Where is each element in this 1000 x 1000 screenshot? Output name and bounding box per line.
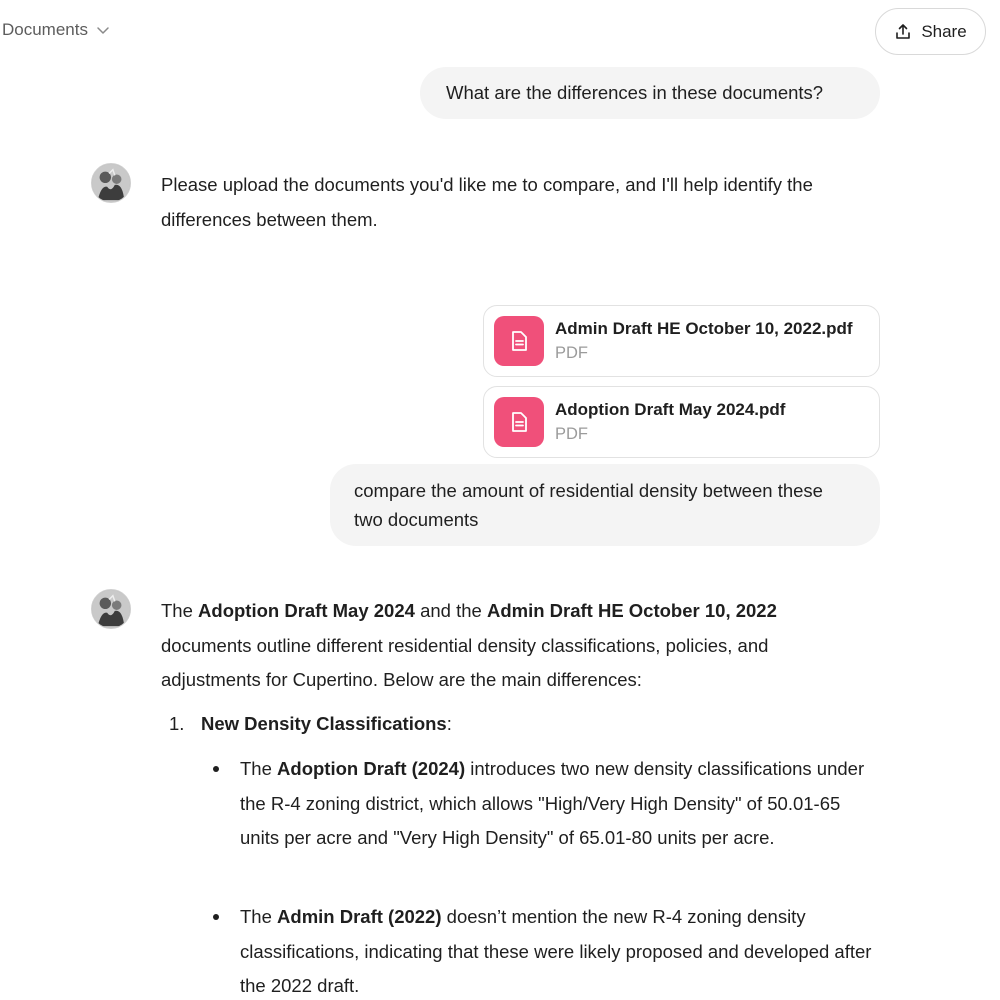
avatar-image [92, 590, 130, 628]
file-icon-tile [494, 397, 544, 447]
user-message [330, 464, 880, 546]
text-run: The [240, 906, 278, 927]
file-type: PDF [555, 425, 588, 443]
text-run: The [161, 600, 199, 621]
document-icon [507, 329, 531, 353]
text-run: doesn’t mention the new R-4 zoning density classifications, indicating that these were likely proposed and developed after the 2022 draft. [240, 906, 872, 996]
user-message [420, 67, 880, 119]
bold-run: Adoption Draft (2024) [277, 758, 466, 779]
chevron-down-icon [96, 23, 110, 37]
user-message-text: What are the differences in these documents? [446, 82, 824, 103]
bullet-item [240, 752, 880, 856]
assistant-message [161, 594, 871, 698]
bold-run: Admin Draft HE October 10, 2022 [486, 600, 777, 621]
file-icon-tile [494, 316, 544, 366]
share-button[interactable] [875, 8, 986, 55]
file-attachment-card[interactable] [483, 305, 880, 377]
ordered-list-item [161, 707, 452, 742]
bullet-dot [213, 766, 219, 772]
assistant-message [161, 168, 891, 237]
bold-run: Adoption Draft May 2024 [198, 600, 415, 621]
share-label: Share [921, 21, 967, 41]
avatar-image [92, 164, 130, 202]
user-message-text: compare the amount of residential density between these two documents [354, 480, 823, 530]
assistant-avatar [91, 163, 131, 203]
document-icon [507, 410, 531, 434]
file-attachment-card[interactable] [483, 386, 880, 458]
text-run: and the [414, 600, 487, 621]
conversation-title: Documents [2, 20, 88, 39]
file-type: PDF [555, 344, 588, 362]
share-icon [894, 23, 912, 41]
text-run: introduces two new density classifications under the R-4 zoning district, which allows "High/Very High Density" of 50.01-65 units per acre and "Very High Density" of 65.01-80 units per acre. [240, 758, 865, 848]
conversation-title-dropdown[interactable] [2, 20, 110, 40]
assistant-avatar [91, 589, 131, 629]
list-number: 1. [169, 713, 185, 734]
assistant-message-text: Please upload the documents you'd like me to compare, and I'll help identify the differences between them. [161, 174, 813, 230]
list-heading: New Density Classifications [201, 713, 447, 734]
bold-run: Admin Draft (2022) [277, 906, 442, 927]
file-name: Admin Draft HE October 10, 2022.pdf [555, 319, 853, 338]
file-name: Adoption Draft May 2024.pdf [555, 400, 786, 419]
bullet-dot [213, 914, 219, 920]
list-heading-suffix: : [446, 713, 452, 734]
text-run: documents outline different residential density classifications, policies, and adjustments for Cupertino. Below are the main differences: [161, 634, 769, 690]
text-run: The [240, 758, 278, 779]
bullet-item [240, 900, 880, 1000]
